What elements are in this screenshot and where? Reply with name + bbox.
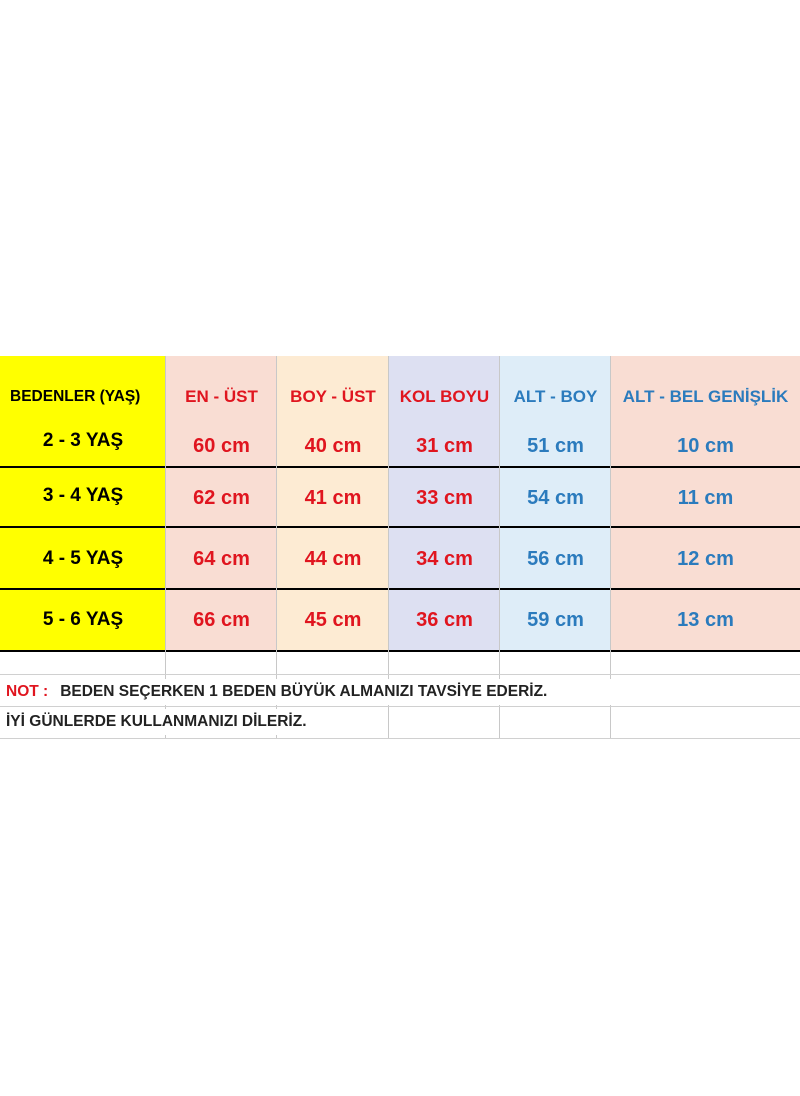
value-kol-boyu: 36 cm: [389, 590, 500, 650]
value-alt-boy: 51 cm: [527, 434, 584, 457]
size-label: 5 - 6 YAŞ: [0, 590, 166, 650]
header-alt-boy: ALT - BOY: [500, 356, 611, 438]
value-alt-boy: 59 cm: [500, 590, 611, 650]
row-divider: [0, 650, 800, 652]
header-kol-boyu: KOL BOYU: [389, 356, 500, 438]
header-alt-bel: ALT - BEL GENİŞLİK: [611, 356, 800, 438]
note-text: BEDEN SEÇERKEN 1 BEDEN BÜYÜK ALMANIZI TAVSİYE EDERİZ.: [60, 683, 548, 700]
value-boy-ust: 45 cm: [277, 590, 389, 650]
closing-text: İYİ GÜNLERDE KULLANMANIZI DİLERİZ.: [6, 713, 307, 730]
closing-line: [0, 709, 370, 735]
size-label: 2 - 3 YAŞ: [0, 418, 166, 464]
grid-row-line: [0, 674, 800, 675]
value-alt-boy: 54 cm: [500, 468, 611, 528]
value-alt-bel: 13 cm: [611, 590, 800, 650]
note-label: NOT :: [6, 683, 49, 700]
value-kol-boyu: 33 cm: [389, 468, 500, 528]
value-alt-bel: 10 cm: [677, 434, 734, 457]
value-en-ust: 64 cm: [166, 528, 277, 590]
value-boy-ust: 44 cm: [277, 528, 389, 590]
grid-row-line: [0, 706, 800, 707]
size-label: 4 - 5 YAŞ: [0, 528, 166, 590]
header-bedenler: BEDENLER (YAŞ): [0, 356, 166, 438]
row-divider: [0, 588, 800, 590]
header-en-ust: EN - ÜST: [166, 356, 277, 438]
value-boy-ust: 40 cm: [304, 434, 362, 457]
value-alt-bel: 11 cm: [611, 468, 800, 528]
grid-row-line: [0, 738, 800, 739]
row-divider: [0, 526, 800, 528]
header-boy-ust: BOY - ÜST: [277, 356, 389, 438]
value-en-ust: 62 cm: [166, 468, 277, 528]
value-alt-boy: 56 cm: [500, 528, 611, 590]
value-kol-boyu: 31 cm: [416, 434, 473, 457]
note-line: [0, 679, 640, 705]
row-divider: [0, 466, 800, 468]
value-en-ust: 66 cm: [166, 590, 277, 650]
value-alt-bel: 12 cm: [611, 528, 800, 590]
value-kol-boyu: 34 cm: [389, 528, 500, 590]
value-boy-ust: 41 cm: [277, 468, 389, 528]
value-en-ust: 60 cm: [193, 434, 250, 457]
size-label: 3 - 4 YAŞ: [0, 468, 166, 524]
